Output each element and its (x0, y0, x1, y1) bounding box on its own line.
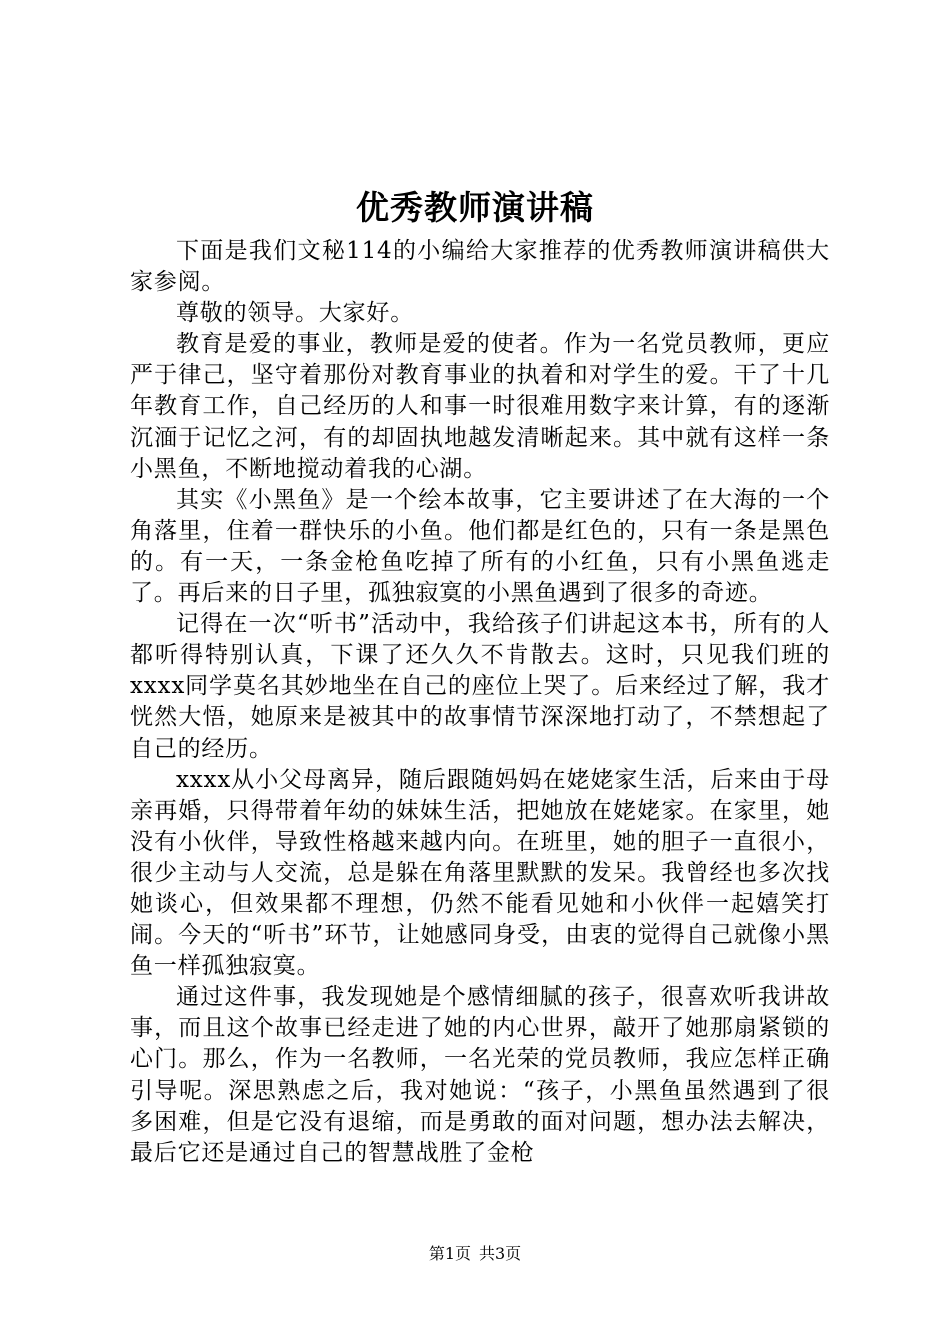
paragraph: 记得在一次“听书”活动中，我给孩子们讲起这本书，所有的人都听得特别认真，下课了还久久不肯散去。这时，只见我们班的xxxx同学莫名其妙地坐在自己的座位上哭了。后来经过了解，我才恍然大悟，她原来是被其中的故事情节深深地打动了，不禁想起了自己的经历。 (130, 611, 830, 762)
paragraph: 教育是爱的事业，教师是爱的使者。作为一名党员教师，更应严于律己，坚守着那份对教育事业的执着和对学生的爱。干了十几年教育工作，自己经历的人和事一时很难用数字来计算，有的逐渐沉湎于记忆之河，有的却固执地越发清晰起来。其中就有这样一条小黑鱼，不断地搅动着我的心湖。 (130, 331, 830, 482)
paragraph-intro: 下面是我们文秘114的小编给大家推荐的优秀教师演讲稿供大家参阅。 (130, 238, 830, 296)
paragraph: 其实《小黑鱼》是一个绘本故事，它主要讲述了在大海的一个角落里，住着一群快乐的小鱼。他们都是红色的，只有一条是黑色的。有一天，一条金枪鱼吃掉了所有的小红鱼，只有小黑鱼逃走了。再后来的日子里，孤独寂寞的小黑鱼遇到了很多的奇迹。 (130, 486, 830, 607)
document-title: 优秀教师演讲稿 (356, 188, 594, 227)
document-body (130, 236, 830, 1169)
page-total: 共3页 (479, 1244, 522, 1263)
paragraph-greeting: 尊敬的领导。大家好。 (176, 300, 414, 327)
page-number: 第1页 (428, 1244, 471, 1263)
paragraph: xxxx从小父母离异，随后跟随妈妈在姥姥家生活，后来由于母亲再婚，只得带着年幼的妹妹生活，把她放在姥姥家。在家里，她没有小伙伴，导致性格越来越内向。在班里，她的胆子一直很小，很少主动与人交流，总是躲在角落里默默的发呆。我曾经也多次找她谈心，但效果都不理想，仍然不能看见她和小伙伴一起嬉笑打闹。今天的“听书”环节，让她感同身受，由衷的觉得自己就像小黑鱼一样孤独寂寞。 (130, 766, 830, 980)
paragraph: 通过这件事，我发现她是个感情细腻的孩子，很喜欢听我讲故事，而且这个故事已经走进了她的内心世界，敲开了她那扇紧锁的心门。那么，作为一名教师，一名光荣的党员教师，我应怎样正确引导呢。深思熟虑之后，我对她说：“孩子，小黑鱼虽然遇到了很多困难，但是它没有退缩，而是勇敢的面对问题，想办法去解决，最后它还是通过自己的智慧战胜了金枪 (130, 984, 830, 1166)
page-footer (0, 1243, 950, 1265)
